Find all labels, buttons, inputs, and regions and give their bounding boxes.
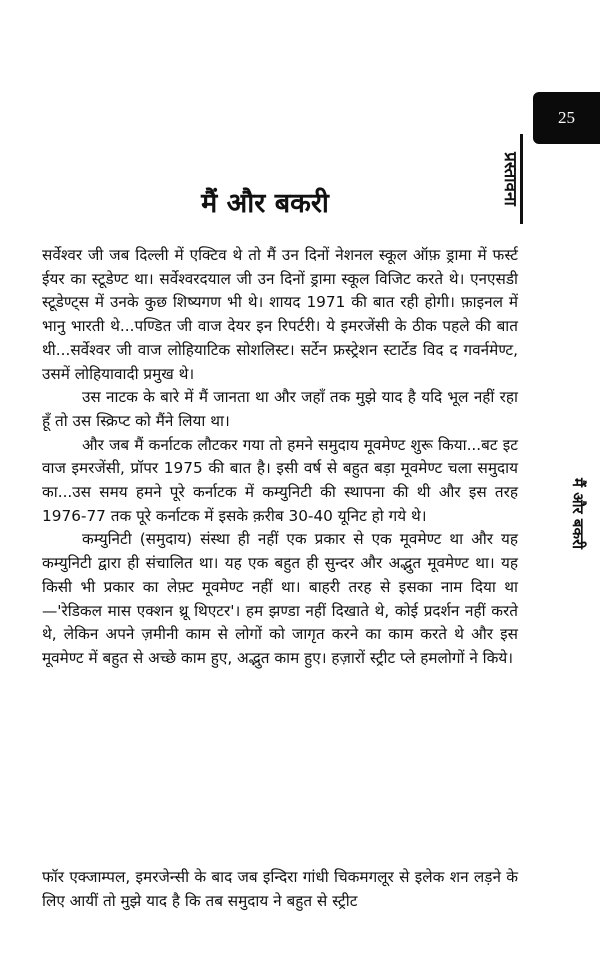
body-text-continued bbox=[42, 866, 518, 913]
section-label: प्रस्तावना bbox=[500, 134, 523, 224]
page-number-tab bbox=[533, 92, 600, 144]
chapter-side-label: मैं और बकरी bbox=[569, 478, 587, 549]
paragraph: फॉर एक्जाम्पल, इमरजेन्सी के बाद जब इन्दिरा गांधी चिकमगलूर से इलेक शन लड़ने के लिए आयीं तो मुझे याद है कि तब समुदाय ने बहुत से स्ट्रीट bbox=[42, 868, 518, 910]
paragraph: और जब मैं कर्नाटक लौटकर गया तो हमने समुदाय मूवमेण्ट शुरू किया...बट इट वाज इमरजेंसी, प्रॉपर 1975 की बात है। इसी वर्ष से बहुत बड़ा मूवमेण्ट चला समुदाय का...उस समय हमने पूरे कर्नाटक में कम्युनिटी की स्थापना की थी और इस तरह 1976-77 तक पूरे कर्नाटक में इसके क़रीब 30-40 यूनिट हो गये थे। bbox=[42, 435, 518, 525]
paragraph: सर्वेश्वर जी जब दिल्ली में एक्टिव थे तो मैं उन दिनों नेशनल स्कूल ऑफ़ ड्रामा में फर्स्ट ईयर का स्टूडेण्ट था। सर्वेश्वरदयाल जी उन दिनों ड्रामा स्कूल विजिट करते थे। एनएसडी स्टूडेण्ट्स में उनके कुछ शिष्यगण भी थे। शायद 1971 की बात रही होगी। फ़ाइनल में भानु भारती थे...पण्डित जी वाज देयर इन रिपर्टरी। ये इमरजेंसी के ठीक पहले की बात थी...सर्वेश्वर जी वाज लोहियाटिक सोशलिस्ट। सर्टेन फ्रस्ट्रेशन स्टार्टेड विद द गवर्नमेण्ट, उसमें लोहियावादी प्रमुख थे। bbox=[42, 246, 518, 383]
paragraph: कम्युनिटी (समुदाय) संस्था ही नहीं एक प्रकार से एक मूवमेण्ट था और यह कम्युनिटी द्वारा ही संचालित था। यह एक बहुत ही सुन्दर और अद्भुत मूवमेण्ट था। यह किसी भी प्रकार का लेफ़्ट मूवमेण्ट नहीं था। बाहरी तरह से इसका नाम दिया था—'रेडिकल मास एक्शन थ्रू थिएटर'। हम झण्डा नहीं दिखाते थे, कोई प्रदर्शन नहीं करते थे, लेकिन अपने ज़मीनी काम से लोगों को जागृत करने का काम करते थे और इस मूवमेण्ट में बहुत से अच्छे काम हुए, अद्भुत काम हुए। हज़ारों स्ट्रीट प्ले हमलोगों ने किये। bbox=[42, 530, 518, 667]
paragraph: उस नाटक के बारे में मैं जानता था और जहाँ तक मुझे याद है यदि भूल नहीं रहा हूँ तो उस स्क्रिप्ट को मैंने लिया था। bbox=[42, 388, 518, 430]
body-text bbox=[42, 244, 518, 671]
chapter-title: मैं और बकरी bbox=[201, 188, 329, 220]
page-number: 25 bbox=[558, 108, 575, 127]
